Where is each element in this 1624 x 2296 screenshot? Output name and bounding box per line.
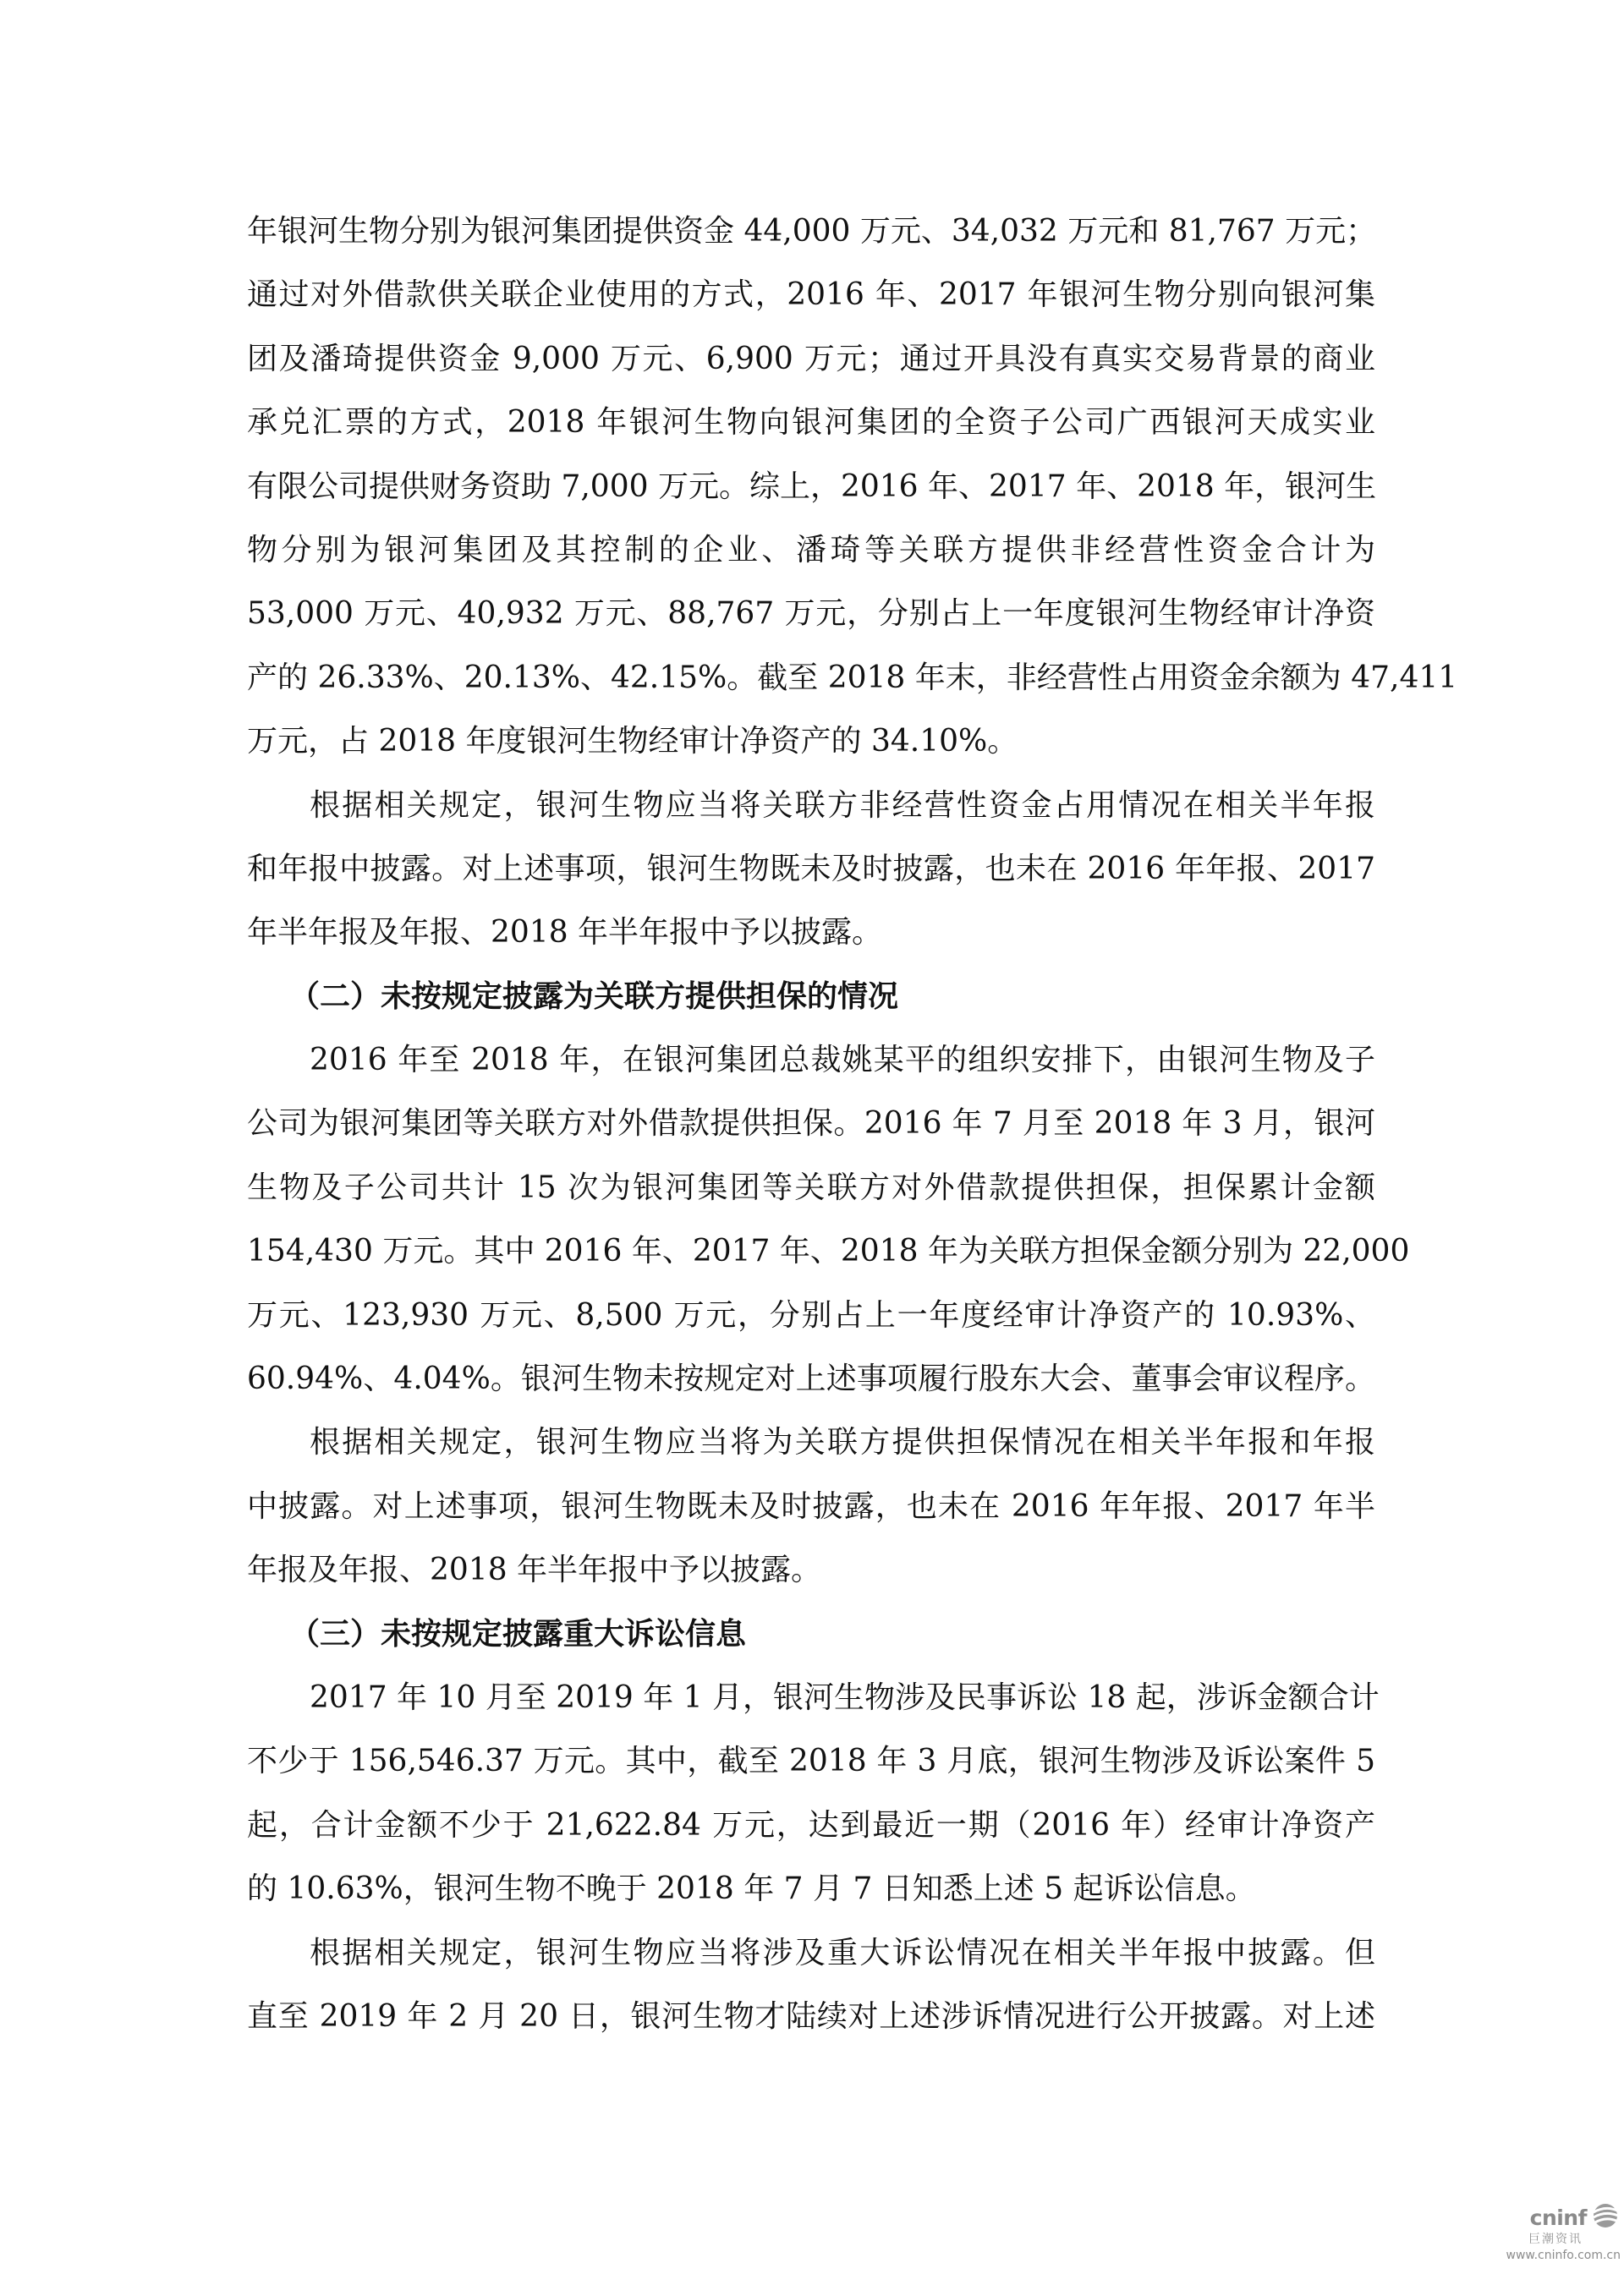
body-line: 53,000 万元、40,932 万元、88,767 万元，分别占上一年度银河生物经审计净资 [247,596,1375,632]
watermark-logo-row [1468,2203,1621,2232]
body-line: 产的 26.33%、20.13%、42.15%。截至 2018 年末，非经营性占用资金余额为 47,411 [247,660,1458,695]
body-line: 生物及子公司共计 15 次为银河集团等关联方对外借款提供担保，担保累计金额 [247,1170,1375,1205]
body-line: 中披露。对上述事项，银河生物既未及时披露，也未在 2016 年年报、2017 年半 [247,1488,1375,1524]
body-line: 公司为银河集团等关联方对外借款提供担保。2016 年 7 月至 2018 年 3 月，银河 [247,1106,1375,1142]
body-line: 物分别为银河集团及其控制的企业、潘琦等关联方提供非经营性资金合计为 [247,532,1375,567]
section-heading-2: （二）未按规定披露为关联方提供担保的情况 [289,978,899,1014]
body-line: 团及潘琦提供资金 9,000 万元、6,900 万元；通过开具没有真实交易背景的商业 [247,341,1375,376]
paragraph-first-line: 根据相关规定，银河生物应当将涉及重大诉讼情况在相关半年报中披露。但 [310,1935,1375,1970]
globe-logo-icon [1590,2202,1621,2233]
body-line: 通过对外借款供关联企业使用的方式，2016 年、2017 年银河生物分别向银河集 [247,277,1375,313]
body-line: 不少于 156,546.37 万元。其中，截至 2018 年 3 月底，银河生物涉及诉讼案件 5 [247,1744,1375,1779]
body-line: 万元，占 2018 年度银河生物经审计净资产的 34.10%。 [247,724,1018,759]
paragraph-first-line: 根据相关规定，银河生物应当将为关联方提供担保情况在相关半年报和年报 [310,1425,1375,1460]
paragraph-first-line: 2017 年 10 月至 2019 年 1 月，银河生物涉及民事诉讼 18 起，涉诉金额合计 [310,1680,1380,1715]
body-line: 有限公司提供财务资助 7,000 万元。综上，2016 年、2017 年、2018 年，银河生 [247,469,1377,504]
body-line: 年报及年报、2018 年半年报中予以披露。 [247,1553,822,1588]
cninfo-watermark [1468,2203,1621,2279]
paragraph-first-line: 根据相关规定，银河生物应当将关联方非经营性资金占用情况在相关半年报 [310,787,1375,823]
watermark-brand: cninf [1529,2205,1587,2230]
body-line: 承兑汇票的方式，2018 年银河生物向银河集团的全资子公司广西银河天成实业 [247,405,1375,441]
body-line: 的 10.63%，银河生物不晚于 2018 年 7 月 7 日知悉上述 5 起诉讼信息。 [247,1871,1256,1907]
watermark-chinese-name: 巨潮资讯 [1528,2233,1583,2246]
body-line: 万元、123,930 万元、8,500 万元，分别占上一年度经审计净资产的 10.93%、 [247,1297,1375,1333]
body-line: 60.94%、4.04%。银河生物未按规定对上述事项履行股东大会、董事会审议程序。 [247,1362,1375,1397]
watermark-url: www.cninfo.com.cn [1506,2249,1621,2262]
document-page [247,200,1458,2048]
paragraph-first-line: 2016 年至 2018 年，在银河集团总裁姚某平的组织安排下，由银河生物及子 [310,1043,1375,1078]
body-line: 直至 2019 年 2 月 20 日，银河生物才陆续对上述涉诉情况进行公开披露。对上述 [247,1998,1375,2034]
body-line: 和年报中披露。对上述事项，银河生物既未及时披露，也未在 2016 年年报、2017 [247,851,1375,886]
body-line: 154,430 万元。其中 2016 年、2017 年、2018 年为关联方担保金额分别为 22,000 [247,1234,1410,1269]
body-line: 起，合计金额不少于 21,622.84 万元，达到最近一期（2016 年）经审计净资产 [247,1807,1375,1843]
body-line: 年半年报及年报、2018 年半年报中予以披露。 [247,915,883,951]
body-line: 年银河生物分别为银河集团提供资金 44,000 万元、34,032 万元和 81,767 万元； [247,214,1377,249]
section-heading-3: （三）未按规定披露重大诉讼信息 [289,1616,747,1652]
